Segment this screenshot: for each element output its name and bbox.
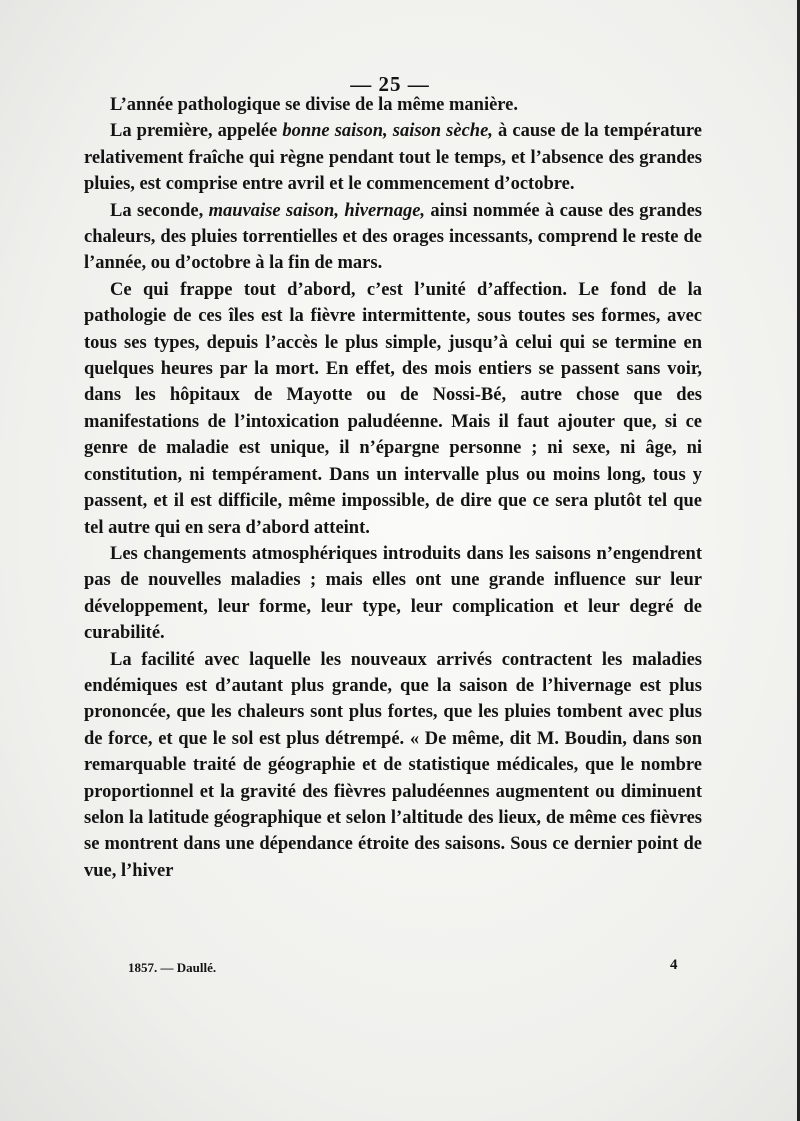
body-text bbox=[84, 92, 702, 884]
paragraph-1: L’année pathologique se divise de la même manière. bbox=[110, 95, 519, 115]
paragraph-3-italic: mauvaise saison, hivernage, bbox=[208, 200, 426, 221]
paragraph-2-text-a: La première, appelée bbox=[110, 121, 283, 142]
paragraph-3 bbox=[84, 198, 702, 277]
paragraph-5: Les changements atmosphériques introduits dans les saisons n’engendrent pas de nouvelles maladies ; mais elles ont une grande influence sur leur développement, leur forme, leur type, leur complication et leur degré de curabilité. bbox=[84, 543, 702, 644]
paragraph-3-text-a: La seconde, bbox=[110, 200, 209, 221]
paragraph-4: Ce qui frappe tout d’abord, c’est l’unité d’affection. Le fond de la pathologie de ces îles est la fièvre intermittente, sous toutes ses formes, avec tous ses types, depuis l’accès le plus simple, jusqu’à celui qui se termine en quelques heures par la mort. En effet, des mois entiers se passent sans voir, dans les hôpitaux de Mayotte ou de Nossi-Bé, autre chose que des manifestations de l’intoxication paludéenne. Mais il faut ajouter que, si ce genre de maladie est unique, il n’épargne personne ; ni sexe, ni âge, ni constitution, ni tempérament. Dans un intervalle plus ou moins long, tous y passent, et il est difficile, même impossible, de dire que ce sera plutôt tel que tel autre qui en sera d’abord atteint. bbox=[84, 279, 702, 538]
paragraph-6: La facilité avec laquelle les nouveaux arrivés contractent les maladies endémiques est d’autant plus grande, que la saison de l’hivernage est plus prononcée, que les chaleurs sont plus fortes, que les pluies tombent avec plus de force, et que le sol est plus détrempé. « De même, dit M. Boudin, dans son remarquable traité de géographie et de statistique médicales, que le nombre proportionnel et la gravité des fièvres paludéennes augmentent ou diminuent selon la latitude géographique et selon l’altitude des lieux, de même ces fièvres se montrent dans une dépendance étroite des saisons. Sous ce dernier point de vue, l’hiver bbox=[84, 649, 702, 881]
footer-signature-mark: 4 bbox=[670, 957, 678, 973]
paragraph-2-text-c: à cause de la température relativement fraîche qui règne pendant tout le temps, et l’absence des grandes pluies, est comprise entre avril et le commencement d’octobre. bbox=[84, 121, 702, 195]
paragraph-3-text-c: ainsi nommée à cause des grandes chaleurs, des pluies torrentielles et des orages incessants, comprend le reste de l’année, ou d’octobre à la fin de mars. bbox=[84, 200, 702, 274]
footer-printer-note: 1857. — Daullé. bbox=[128, 960, 217, 975]
paragraph-2 bbox=[84, 118, 702, 197]
paragraph-2-italic: bonne saison, saison sèche, bbox=[282, 121, 493, 142]
page-number: — 25 — bbox=[350, 72, 430, 96]
